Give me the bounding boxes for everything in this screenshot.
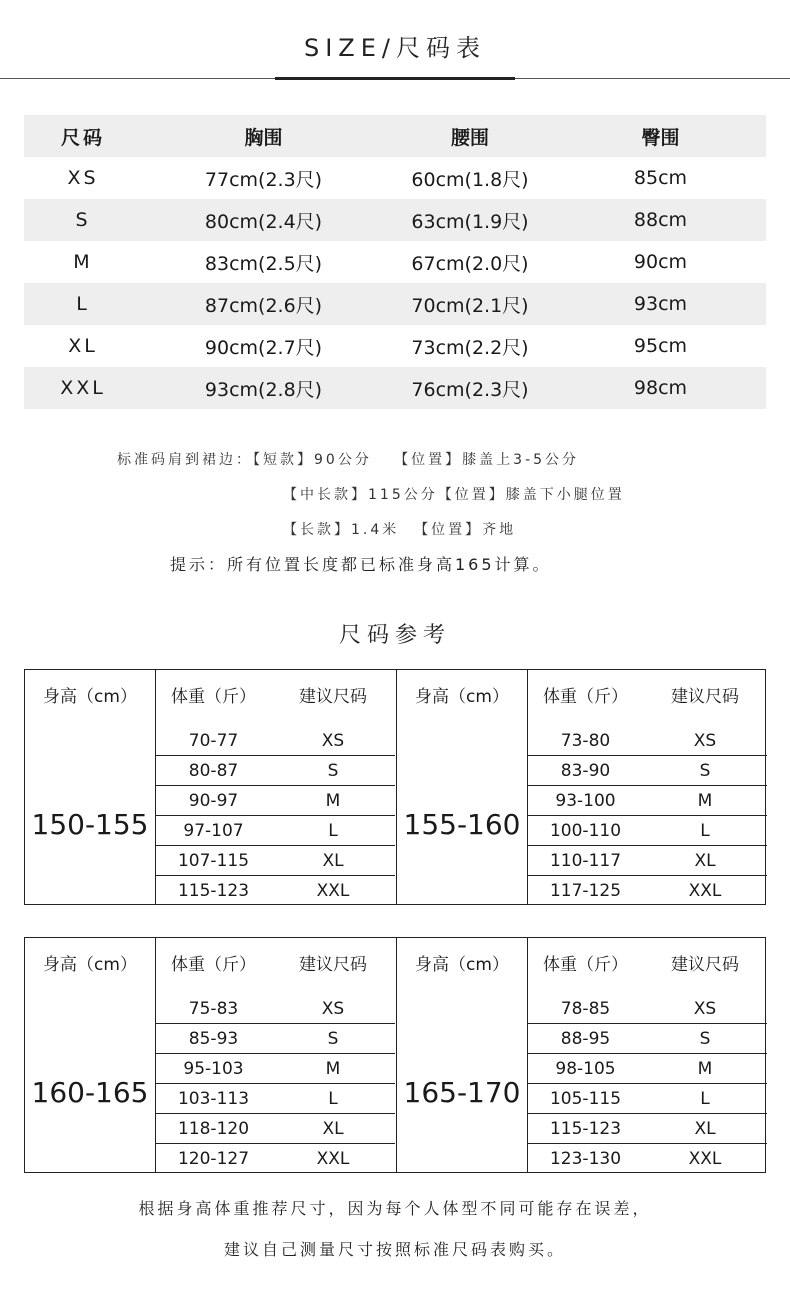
bust-cell: 83cm(2.5尺) — [204, 252, 323, 275]
size-chart-table — [24, 115, 766, 409]
bust-cell: 93cm(2.8尺) — [204, 378, 323, 401]
table-row — [528, 816, 767, 846]
size-cell: XS — [321, 730, 345, 751]
weight-cell: 118-120 — [177, 1118, 250, 1139]
size-reference-block — [24, 937, 766, 1173]
size-cell: XXL — [60, 377, 106, 399]
height-label: 身高（cm） — [415, 687, 509, 707]
size-chart-header — [24, 115, 766, 157]
table-row — [156, 994, 395, 1024]
size-cell: M — [697, 790, 713, 811]
table-row — [528, 1024, 767, 1054]
weight-cell: 115-123 — [549, 1118, 622, 1139]
weight-size-rows — [156, 994, 395, 1174]
table-row — [156, 816, 395, 846]
note-midi-length: 【中长款】115公分【位置】膝盖下小腿位置 — [283, 487, 625, 503]
height-group — [25, 670, 395, 904]
table-row — [156, 846, 395, 876]
waist-cell: 60cm(1.8尺) — [411, 168, 529, 191]
note-short-length: 标准码肩到裙边：【短款】90公分 【位置】膝盖上3-5公分 — [117, 452, 580, 468]
length-tip: 提示：所有位置长度都已标准身高165计算。 — [170, 555, 552, 574]
page-title: SIZE/尺码表 — [303, 34, 486, 62]
size-cell: L — [700, 820, 710, 841]
table-row — [156, 726, 395, 756]
title-underline — [275, 77, 515, 80]
table-row — [156, 876, 395, 906]
height-range: 155-160 — [403, 808, 521, 841]
header-hip: 臀围 — [641, 126, 680, 149]
weight-cell: 75-83 — [188, 998, 239, 1019]
hip-cell: 98cm — [633, 377, 688, 399]
size-cell: XXL — [688, 1149, 722, 1169]
weight-cell: 123-130 — [549, 1149, 622, 1169]
bust-cell: 87cm(2.6尺) — [204, 294, 323, 317]
weight-cell: 107-115 — [177, 850, 250, 871]
waist-cell: 76cm(2.3尺) — [411, 378, 529, 401]
table-row — [156, 786, 395, 816]
size-cell: XL — [322, 850, 344, 871]
height-group — [396, 938, 766, 1172]
size-cell: XS — [693, 730, 717, 751]
size-cell: XL — [68, 335, 98, 357]
weight-cell: 95-103 — [183, 1058, 244, 1079]
weight-cell: 98-105 — [555, 1058, 616, 1079]
table-row — [528, 1144, 767, 1174]
note-long-length: 【长款】1.4米 【位置】齐地 — [283, 522, 517, 538]
weight-cell: 78-85 — [560, 998, 611, 1019]
weight-label: 体重（斤） — [543, 955, 628, 975]
size-cell: XS — [693, 998, 717, 1019]
hip-cell: 95cm — [633, 335, 688, 357]
table-row — [528, 994, 767, 1024]
recommended-size-label: 建议尺码 — [299, 687, 367, 707]
hip-cell: 93cm — [633, 293, 688, 315]
header-waist: 腰围 — [450, 126, 489, 149]
size-cell: XXL — [688, 881, 722, 901]
bust-cell: 80cm(2.4尺) — [204, 210, 323, 233]
table-row — [156, 756, 395, 786]
table-row — [156, 1024, 395, 1054]
table-row — [156, 1144, 395, 1174]
weight-cell: 117-125 — [549, 881, 622, 901]
weight-cell: 70-77 — [188, 730, 239, 751]
size-cell: M — [325, 790, 341, 811]
weight-cell: 83-90 — [560, 760, 611, 781]
table-row — [528, 726, 767, 756]
size-reference-title: 尺码参考 — [338, 623, 451, 648]
table-row — [528, 1114, 767, 1144]
size-cell: XXL — [316, 1149, 350, 1169]
waist-cell: 70cm(2.1尺) — [411, 294, 529, 317]
weight-cell: 115-123 — [177, 881, 250, 901]
weight-size-rows — [528, 726, 767, 906]
height-label: 身高（cm） — [415, 955, 509, 975]
length-notes — [0, 449, 790, 538]
size-cell: XS — [321, 998, 345, 1019]
table-row — [528, 756, 767, 786]
size-cell: XXL — [316, 881, 350, 901]
height-group — [25, 938, 395, 1172]
weight-label: 体重（斤） — [543, 687, 628, 707]
footer-disclaimer: 根据身高体重推荐尺寸，因为每个人体型不同可能存在误差， — [138, 1199, 652, 1218]
bust-cell: 90cm(2.7尺) — [204, 336, 323, 359]
weight-cell: 120-127 — [177, 1149, 250, 1169]
bust-cell: 77cm(2.3尺) — [204, 168, 323, 191]
weight-cell: 85-93 — [188, 1028, 239, 1049]
size-cell: XS — [67, 167, 99, 189]
weight-cell: 97-107 — [183, 820, 244, 841]
table-row — [24, 283, 766, 325]
height-group — [396, 670, 766, 904]
recommended-size-label: 建议尺码 — [671, 955, 739, 975]
height-range: 160-165 — [31, 1076, 149, 1109]
table-row — [24, 241, 766, 283]
hip-cell: 85cm — [633, 167, 688, 189]
weight-size-rows — [156, 726, 395, 906]
table-row — [24, 199, 766, 241]
weight-cell: 105-115 — [549, 1088, 622, 1109]
header-bust: 胸围 — [244, 126, 283, 149]
size-cell: XL — [694, 1118, 716, 1139]
weight-cell: 88-95 — [560, 1028, 611, 1049]
size-cell: L — [700, 1088, 710, 1109]
weight-label: 体重（斤） — [171, 955, 256, 975]
table-row — [528, 846, 767, 876]
table-row — [24, 367, 766, 409]
table-row — [156, 1084, 395, 1114]
table-row — [528, 1054, 767, 1084]
footer-advice: 建议自己测量尺寸按照标准尺码表购买。 — [223, 1240, 566, 1259]
height-label: 身高（cm） — [43, 687, 137, 707]
table-row — [528, 786, 767, 816]
height-range: 165-170 — [403, 1076, 521, 1109]
table-row — [528, 876, 767, 906]
size-cell: S — [699, 760, 711, 781]
weight-cell: 90-97 — [188, 790, 239, 811]
recommended-size-label: 建议尺码 — [299, 955, 367, 975]
size-cell: L — [328, 820, 338, 841]
weight-cell: 73-80 — [560, 730, 611, 751]
weight-cell: 80-87 — [188, 760, 239, 781]
size-cell: XL — [322, 1118, 344, 1139]
height-range: 150-155 — [31, 808, 149, 841]
weight-label: 体重（斤） — [171, 687, 256, 707]
size-cell: S — [327, 1028, 339, 1049]
weight-cell: 93-100 — [555, 790, 616, 811]
recommended-size-label: 建议尺码 — [671, 687, 739, 707]
table-row — [156, 1114, 395, 1144]
size-cell: L — [328, 1088, 338, 1109]
size-cell: M — [325, 1058, 341, 1079]
size-cell: M — [697, 1058, 713, 1079]
waist-cell: 63cm(1.9尺) — [411, 210, 529, 233]
size-reference-block — [24, 669, 766, 905]
weight-size-rows — [528, 994, 767, 1174]
weight-cell: 110-117 — [549, 850, 622, 871]
weight-cell: 100-110 — [549, 820, 622, 841]
weight-cell: 103-113 — [177, 1088, 250, 1109]
size-cell: S — [75, 209, 91, 231]
waist-cell: 67cm(2.0尺) — [411, 252, 529, 275]
table-row — [156, 1054, 395, 1084]
size-cell: L — [76, 293, 90, 315]
size-cell: XL — [694, 850, 716, 871]
hip-cell: 88cm — [633, 209, 688, 231]
size-cell: S — [327, 760, 339, 781]
table-row — [24, 157, 766, 199]
size-cell: M — [73, 251, 93, 273]
waist-cell: 73cm(2.2尺) — [411, 336, 529, 359]
header-size: 尺码 — [60, 126, 105, 149]
table-row — [24, 325, 766, 367]
table-row — [528, 1084, 767, 1114]
height-label: 身高（cm） — [43, 955, 137, 975]
size-cell: S — [699, 1028, 711, 1049]
hip-cell: 90cm — [633, 251, 688, 273]
